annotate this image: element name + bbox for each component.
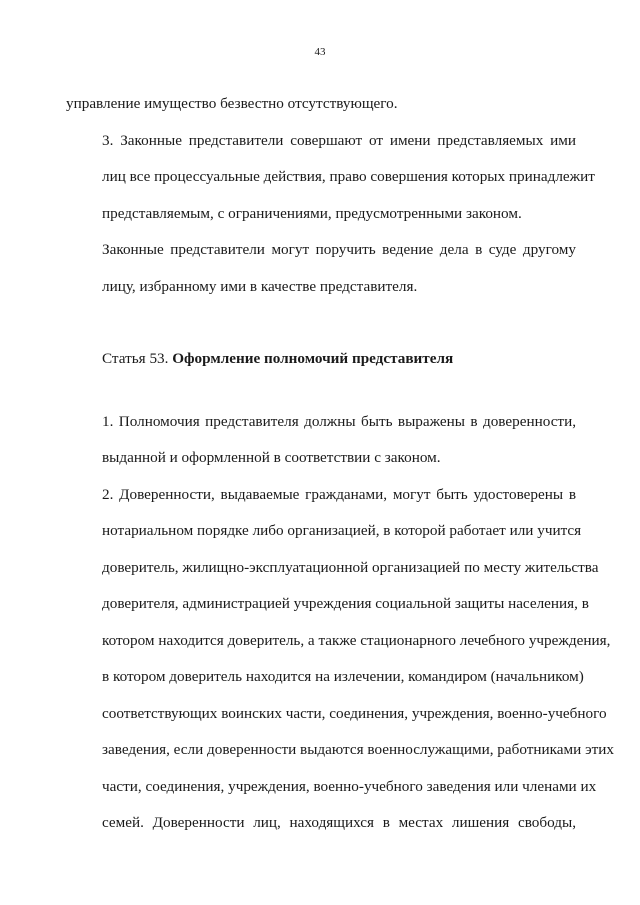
text-line: представляемым, с ограничениями, предусмотренными законом. <box>102 204 522 222</box>
article-title: Оформление полномочий представителя <box>172 350 454 367</box>
text-line: в котором доверитель находится на излечении, командиром (начальником) <box>102 668 584 685</box>
text-line: лиц все процессуальные действия, право совершения которых принадлежит <box>102 168 595 185</box>
document-body <box>66 86 614 842</box>
text-line: управление имущество безвестно отсутствующего. <box>66 95 398 112</box>
text-line: части, соединения, учреждения, военно-учебного заведения или членами их <box>102 777 597 795</box>
text-line: нотариальном порядке либо организацией, в которой работает или учится <box>102 522 582 539</box>
text-line: 2. Доверенности, выдаваемые гражданами, могут быть удостоверены в <box>102 485 576 503</box>
text-line: котором находится доверитель, а также стационарного лечебного учреждения, <box>102 631 611 649</box>
text-line: лицу, избранному ими в качестве представителя. <box>102 277 418 295</box>
text-line: заведения, если доверенности выдаются военнослужащими, работниками этих <box>102 741 614 758</box>
text-line: доверитель, жилищно-эксплуатационной организацией по месту жительства <box>102 558 599 576</box>
text-line: выданной и оформленной в соответствии с законом. <box>102 449 441 466</box>
text-line: Законные представители могут поручить ведение дела в суде другому <box>102 241 576 258</box>
paragraph-item-3 <box>66 123 595 233</box>
text-line: семей. Доверенности лиц, находящихся в местах лишения свободы, <box>102 814 576 831</box>
text-line: соответствующих воинских части, соединения, учреждения, военно-учебного <box>102 704 607 722</box>
paragraph-continuation <box>66 86 576 123</box>
article-number: Статья 53. <box>102 350 169 367</box>
text-line: доверителя, администрацией учреждения социальной защиты населения, в <box>102 595 589 612</box>
article-heading <box>66 341 576 378</box>
text-line: 1. Полномочия представителя должны быть выражены в доверенности, <box>102 412 576 430</box>
page-number: 43 <box>314 46 326 58</box>
text-line: 3. Законные представители совершают от имени представляемых ими <box>102 131 576 149</box>
paragraph-item-1 <box>66 404 576 477</box>
paragraph-item-2 <box>66 477 614 842</box>
paragraph-delegation <box>66 232 576 305</box>
